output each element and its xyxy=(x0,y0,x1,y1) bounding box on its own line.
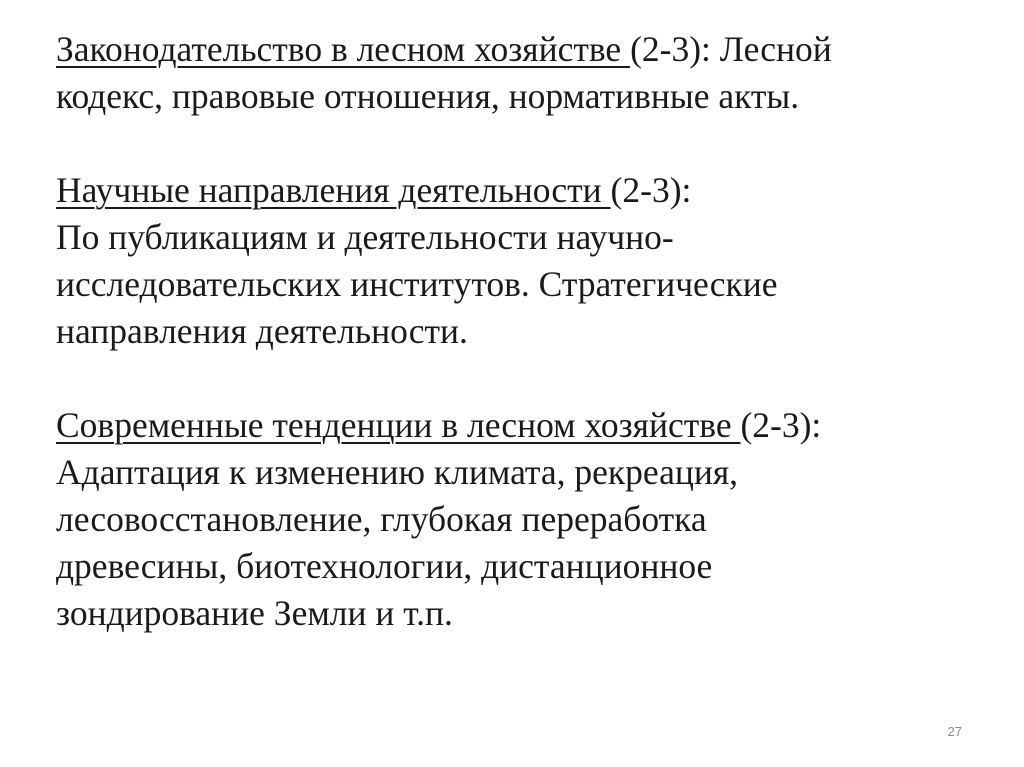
section-spacer xyxy=(56,120,986,167)
section-heading: Научные направления деятельности xyxy=(56,170,611,210)
slide-page-number: 27 xyxy=(947,724,962,739)
section-body-line: исследовательских институтов. Стратегические xyxy=(56,264,778,304)
section-hours: (2-3): Лесной xyxy=(630,29,832,69)
section-body-line: Адаптация к изменению климата, рекреация, xyxy=(56,452,739,492)
section-body-line: зондирование Земли и т.п. xyxy=(56,593,453,633)
section-heading: Законодательство в лесном хозяйстве xyxy=(56,29,631,69)
section-hours: (2-3): xyxy=(610,170,692,210)
section-spacer xyxy=(56,355,986,402)
section-legislation-title-line xyxy=(56,26,986,73)
section-body-line: лесовосстановление, глубокая переработка xyxy=(56,499,707,539)
section-body-line: направления деятельности. xyxy=(56,311,468,351)
section-body-line: По публикациям и деятельности научно- xyxy=(56,217,674,257)
slide-content xyxy=(56,26,986,637)
section-heading: Современные тенденции в лесном хозяйстве xyxy=(56,405,741,445)
section-trends-title-line xyxy=(56,402,986,449)
section-science-title-line xyxy=(56,167,986,214)
section-hours: (2-3): xyxy=(740,405,822,445)
section-body-line: древесины, биотехнологии, дистанционное xyxy=(56,546,713,586)
section-body-line: кодекс, правовые отношения, нормативные акты. xyxy=(56,76,800,116)
